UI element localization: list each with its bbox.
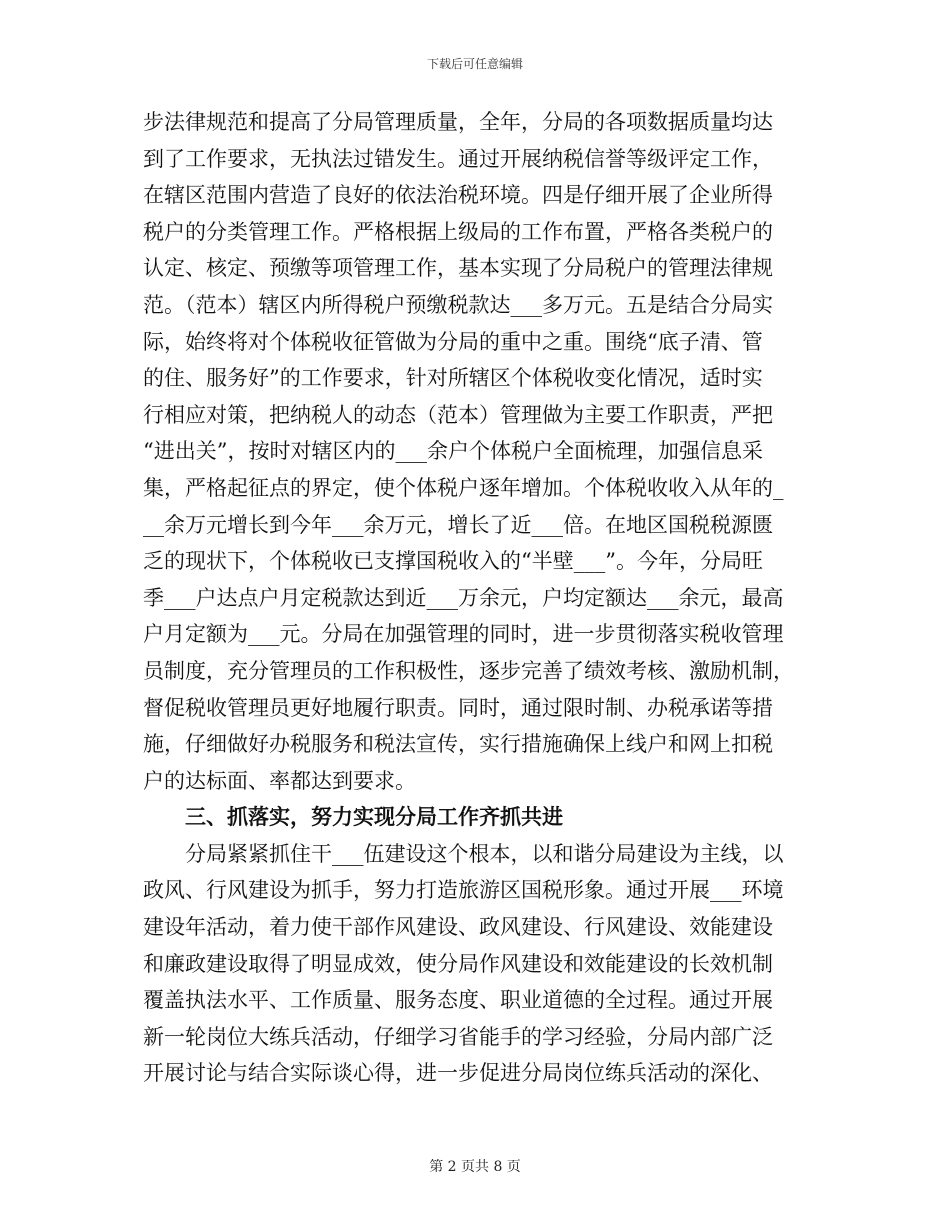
text-line: 到了工作要求，无执法过错发生。通过开展纳税信誉等级评定工作， [143, 146, 773, 171]
text-line: 分局紧紧抓住干___伍建设这个根本，以和谐分局建设为主线，以 [185, 841, 784, 866]
text-line: 在辖区范围内营造了良好的依法治税环境。四是仔细开展了企业所得 [143, 183, 773, 208]
text-line: 建设年活动，着力使干部作风建设、政风建设、行风建设、效能建设 [143, 915, 773, 940]
text-line: 开展讨论与结合实际谈心得，进一步促进分局岗位练兵活动的深化、 [143, 1061, 773, 1086]
text-line: “进出关”，按时对辖区内的___余户个体税户全面梳理，加强信息采 [143, 439, 763, 464]
text-line: 督促税收管理员更好地履行职责。同时，通过限时制、办税承诺等措 [143, 695, 773, 720]
section-heading: 三、抓落实，努力实现分局工作齐抓共进 [185, 804, 563, 830]
text-line: 和廉政建设取得了明显成效，使分局作风建设和效能建设的长效机制 [143, 951, 773, 976]
text-line: 覆盖执法水平、工作质量、服务态度、职业道德的全过程。通过开展 [143, 988, 773, 1013]
text-line: 际，始终将对个体税收征管做为分局的重中之重。围绕“底子清、管 [143, 329, 763, 354]
text-line: 乏的现状下，个体税收已支撑国税收入的“半壁___”。今年，分局旺 [143, 549, 763, 574]
text-line: 户月定额为___元。分局在加强管理的同时，进一步贯彻落实税收管理 [143, 622, 784, 647]
text-line: 季___户达点户月定税款达到近___万余元，户均定额达___余元，最高 [143, 585, 784, 610]
text-line: 的住、服务好”的工作要求，针对所辖区个体税收变化情况，适时实 [143, 366, 763, 391]
page-footer: 第 2 页共 8 页 [429, 1159, 521, 1175]
page-header: 下载后可任意编辑 [426, 57, 523, 71]
text-line: 步法律规范和提高了分局管理质量，全年，分局的各项数据质量均达 [143, 110, 773, 134]
text-line: 员制度，充分管理员的工作积极性，逐步完善了绩效考核、激励机制， [143, 658, 794, 683]
text-line: 行相应对策，把纳税人的动态（范本）管理做为主要工作职责，严把 [143, 402, 773, 427]
text-line: 政风、行风建设为抓手，努力打造旅游区国税形象。通过开展___环境 [143, 878, 784, 903]
text-line: 户的达标面、率都达到要求。 [143, 768, 416, 793]
text-line: __余万元增长到今年___余万元，增长了近___倍。在地区国税税源匮 [143, 512, 773, 537]
document-body [143, 104, 813, 1092]
text-line: 施，仔细做好办税服务和税法宣传，实行措施确保上线户和网上扣税 [143, 732, 773, 757]
text-line: 认定、核定、预缴等项管理工作，基本实现了分局税户的管理法律规 [143, 256, 773, 281]
text-line: 集，严格起征点的界定，使个体税户逐年增加。个体税收收入从年的_ [143, 475, 784, 500]
text-line: 新一轮岗位大练兵活动，仔细学习省能手的学习经验，分局内部广泛 [143, 1024, 773, 1049]
text-line: 范。（范本）辖区内所得税户预缴税款达___多万元。五是结合分局实 [143, 292, 773, 317]
text-line: 税户的分类管理工作。严格根据上级局的工作布置，严格各类税户的 [143, 219, 773, 244]
